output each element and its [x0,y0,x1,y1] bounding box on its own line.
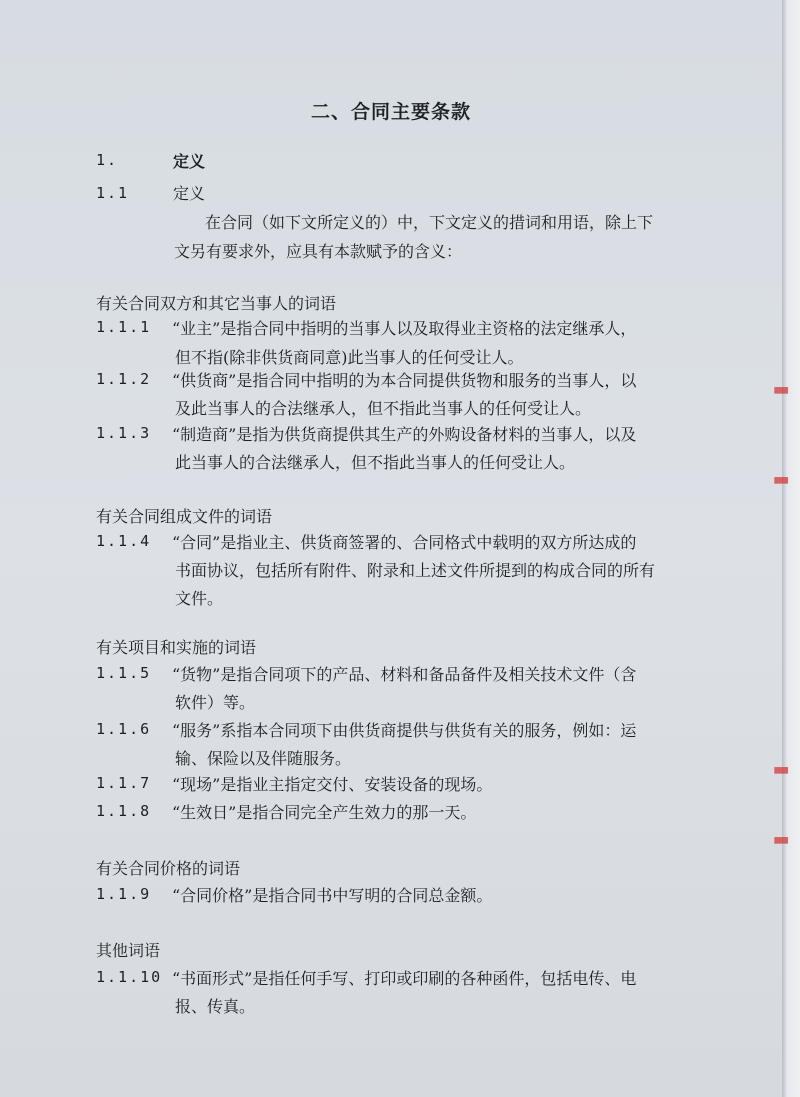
item-number: 1.1.10 [96,968,163,986]
item-number: 1.1.9 [96,885,152,903]
item-text: “制造商”是指为供货商提供其生产的外购设备材料的当事人，以及 [172,425,637,444]
intro-line: 文另有要求外，应具有本款赋予的含义： [174,242,463,261]
item-text: “合同”是指业主、供货商签署的、合同格式中载明的双方所达成的 [172,533,637,552]
item-text: “服务”系指本合同项下由供货商提供与供货有关的服务，例如：运 [172,721,637,740]
subsection-heading: 定义 [173,184,206,203]
group-heading: 其他词语 [96,941,161,960]
group-heading: 有关合同价格的词语 [96,859,241,878]
page-title: 二、合同主要条款 [310,101,471,123]
red-seal-mark: ▮ [771,765,793,776]
intro-line: 在合同（如下文所定义的）中，下文定义的措词和用语，除上下 [205,213,654,232]
item-text: “合同价格”是指合同书中写明的合同总金额。 [172,886,493,905]
item-number: 1.1.2 [96,370,152,388]
item-text: “货物”是指合同项下的产品、材料和备品备件及相关技术文件（含 [172,665,637,684]
red-seal-mark: ▮ [771,385,793,396]
subsection-number: 1.1 [96,184,130,202]
item-number: 1.1.6 [96,720,152,738]
page-edge [782,0,800,1097]
group-heading: 有关项目和实施的词语 [96,638,257,657]
red-seal-mark: ▮ [771,475,793,486]
item-text: “生效日”是指合同完全产生效力的那一天。 [172,803,477,822]
item-number: 1.1.3 [96,424,152,442]
item-number: 1.1.7 [96,774,152,792]
item-text: 报、传真。 [175,997,256,1016]
item-text: 输、保险以及伴随服务。 [175,749,352,768]
section-number: 1. [96,151,119,169]
item-number: 1.1.8 [96,802,152,820]
item-number: 1.1.1 [96,318,152,336]
item-text: “书面形式”是指任何手写、打印或印刷的各种函件，包括电传、电 [172,969,637,988]
group-heading: 有关合同双方和其它当事人的词语 [96,294,337,313]
item-number: 1.1.4 [96,532,152,550]
section-heading: 定义 [173,152,206,171]
item-text: 书面协议，包括所有附件、附录和上述文件所提到的构成合同的所有 [175,561,656,580]
item-number: 1.1.5 [96,664,152,682]
item-text: 软件）等。 [175,693,256,712]
group-heading: 有关合同组成文件的词语 [96,507,273,526]
item-text: “现场”是指业主指定交付、安装设备的现场。 [172,775,493,794]
item-text: 但不指(除非供货商同意)此当事人的任何受让人。 [175,348,524,367]
red-seal-mark: ▮ [771,835,793,846]
item-text: “业主”是指合同中指明的当事人以及取得业主资格的法定继承人， [172,319,637,338]
item-text: 文件。 [175,589,224,608]
item-text: 及此当事人的合法继承人，但不指此当事人的任何受让人。 [175,399,592,418]
item-text: “供货商”是指合同中指明的为本合同提供货物和服务的当事人，以 [172,371,637,390]
item-text: 此当事人的合法继承人，但不指此当事人的任何受让人。 [175,453,576,472]
